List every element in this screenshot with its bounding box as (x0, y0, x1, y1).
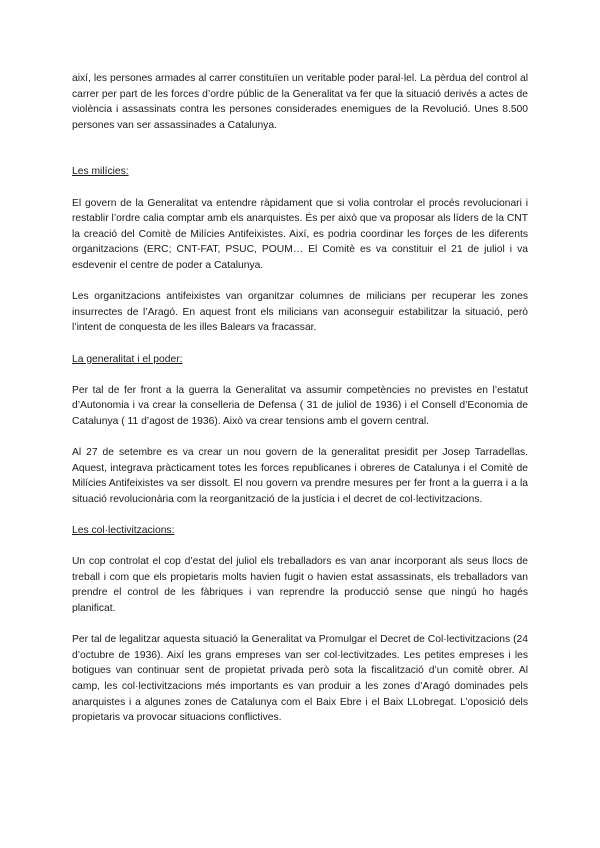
section-heading-collectivitzacions: Les col·lectivitzacions: (72, 525, 175, 537)
generalitat-paragraph-2: Al 27 de setembre es va crear un nou govern de la generalitat presidit per Josep Tarradellas. Aquest, integrava pràcticament totes les forces republicanes i obreres de Catalunya i el Comitè de Milícies Antifeixistes va ser dissolt. El nou govern va prendre mesures per fer front a la guerra i a la situació revolucionària com la reorganització de la justícia i el decret de col·lectivitzacions. (72, 447, 528, 505)
milicies-paragraph-2: Les organitzacions antifeixistes van organitzar columnes de milicians per recuperar les zones insurrectes de l’Aragó. En aquest front els milicians van aconseguir estabilitzar la situació, però l’intent de conquesta de les illes Balears va fracassar. (72, 291, 528, 334)
intro-paragraph: així, les persones armades al carrer constituïen un veritable poder paral·lel. La pèrdua del control al carrer per part de les forces d’ordre públic de la Generalitat va fer que la situació derivés a actes de violència i assassinats contra les persones considerades enemigues de la Revolució. Unes 8.500 persones van ser assassinades a Catalunya. (72, 73, 528, 131)
section-heading-generalitat: La generalitat i el poder: (72, 353, 183, 365)
milicies-paragraph-1: El govern de la Generalitat va entendre ràpidament que si volia controlar el procés revolucionari i restablir l’ordre calia comptar amb els anarquistes. És per això que va proposar als líders de la CNT la creació del Comitè de Milícies Antifeixistes. Així, es podria coordinar les forçes de les diferents organitzacions (ERC; CNT-FAT, PSUC, POUM… El Comitè es va constituir el 21 de juliol i va esdevenir el centre de poder a Catalunya. (72, 197, 528, 271)
collectivitzacions-paragraph-1: Un cop controlat el cop d’estat del juliol els treballadors es van anar incorporant als seus llocs de treball i com que els propietaris molts havien fugit o havien estat assassinats, els treballadors van prendre el control de les fàbriques i van reprendre la producció sense que ningú ho hagés planificat. (72, 556, 528, 614)
document-page (72, 71, 528, 726)
generalitat-paragraph-1: Per tal de fer front a la guerra la Generalitat va assumir competències no previstes en l’estatut d’Autonomia i va crear la conselleria de Defensa ( 31 de juliol de 1936) i el Consell d’Economia de Catalunya ( 11 d’agost de 1936). Això va crear tensions amb el govern central. (72, 384, 528, 427)
section-heading-milicies: Les milícies: (72, 166, 129, 178)
collectivitzacions-paragraph-2: Per tal de legalitzar aquesta situació la Generalitat va Promulgar el Decret de Col·lectivitzacions (24 d’octubre de 1936). Així les grans empreses van ser col·lectivitzades. Les petites empreses i les botigues van continuar sent de propietat privada però sota la fiscalització d’un comitè obrer. Al camp, les col·lectivitzacions més importants es van produir a les zones d’Aragó dominades pels anarquistes i a algunes zones de Catalunya com el Baix Ebre i el Baix LLobregat. L’oposició dels propietaris va provocar situacions conflictives. (72, 634, 528, 724)
